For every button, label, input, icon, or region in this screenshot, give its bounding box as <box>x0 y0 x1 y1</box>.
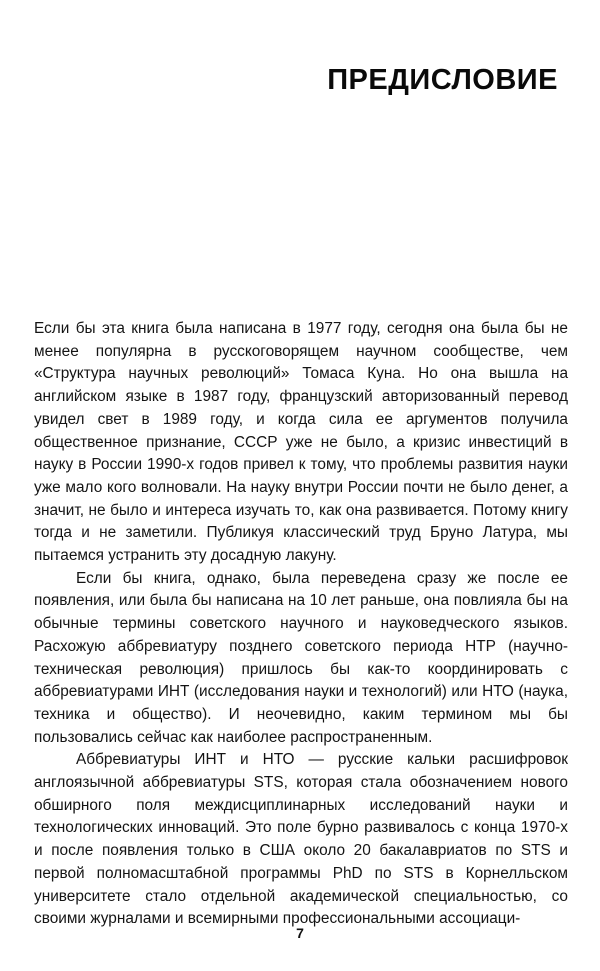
page-number: 7 <box>296 925 304 941</box>
body-text <box>34 318 568 931</box>
paragraph: Аббревиатуры ИНТ и НТО — русские кальки расшифровок англоязычной аббревиатуры STS, которая стала обозначением нового обширного поля междисциплинарных исследований науки и технологических инноваций. Это поле бурно развивалось с конца 1970-х и после появления только в США около 20 бакалавриатов по STS и первой полномасштабной программы PhD по STS в Корнелльском университете стало отдельной академической специальностью, со своими журналами и всемирными профессиональными ассоциаци- <box>34 751 568 928</box>
paragraph: Если бы книга, однако, была переведена сразу же после ее появления, или была бы написана на 10 лет раньше, она повлияла бы на обычные термины советского научного и науковедческого языков. Расхожую аббревиатуру позднего советского периода НТР (научно-техническая революция) пришлось бы как-то координировать с аббревиатурами ИНТ (исследования науки и технологий) или НТО (наука, техника и общество). И неочевидно, каким термином мы бы пользовались сейчас как наиболее распространенным. <box>34 569 568 746</box>
chapter-title: ПРЕДИСЛОВИЕ <box>327 64 558 96</box>
paragraph: Если бы эта книга была написана в 1977 году, сегодня она была бы не менее популярна в русскоговорящем научном сообществе, чем «Структура научных революций» Томаса Куна. Но она вышла на английском языке в 1987 году, французский авторизованный перевод увидел свет в 1989 году, и когда сила ее аргументов получила общественное признание, СССР уже не было, а кризис инвестиций в науку в России 1990-х годов привел к тому, что проблемы развития науки уже мало кого волновали. На науку внутри России почти не было денег, а значит, не было и интереса изучать то, как она развивается. Потому книгу тогда и не заметили. Публикуя классический труд Бруно Латура, мы пытаемся устранить эту досадную лакуну. <box>34 320 568 565</box>
